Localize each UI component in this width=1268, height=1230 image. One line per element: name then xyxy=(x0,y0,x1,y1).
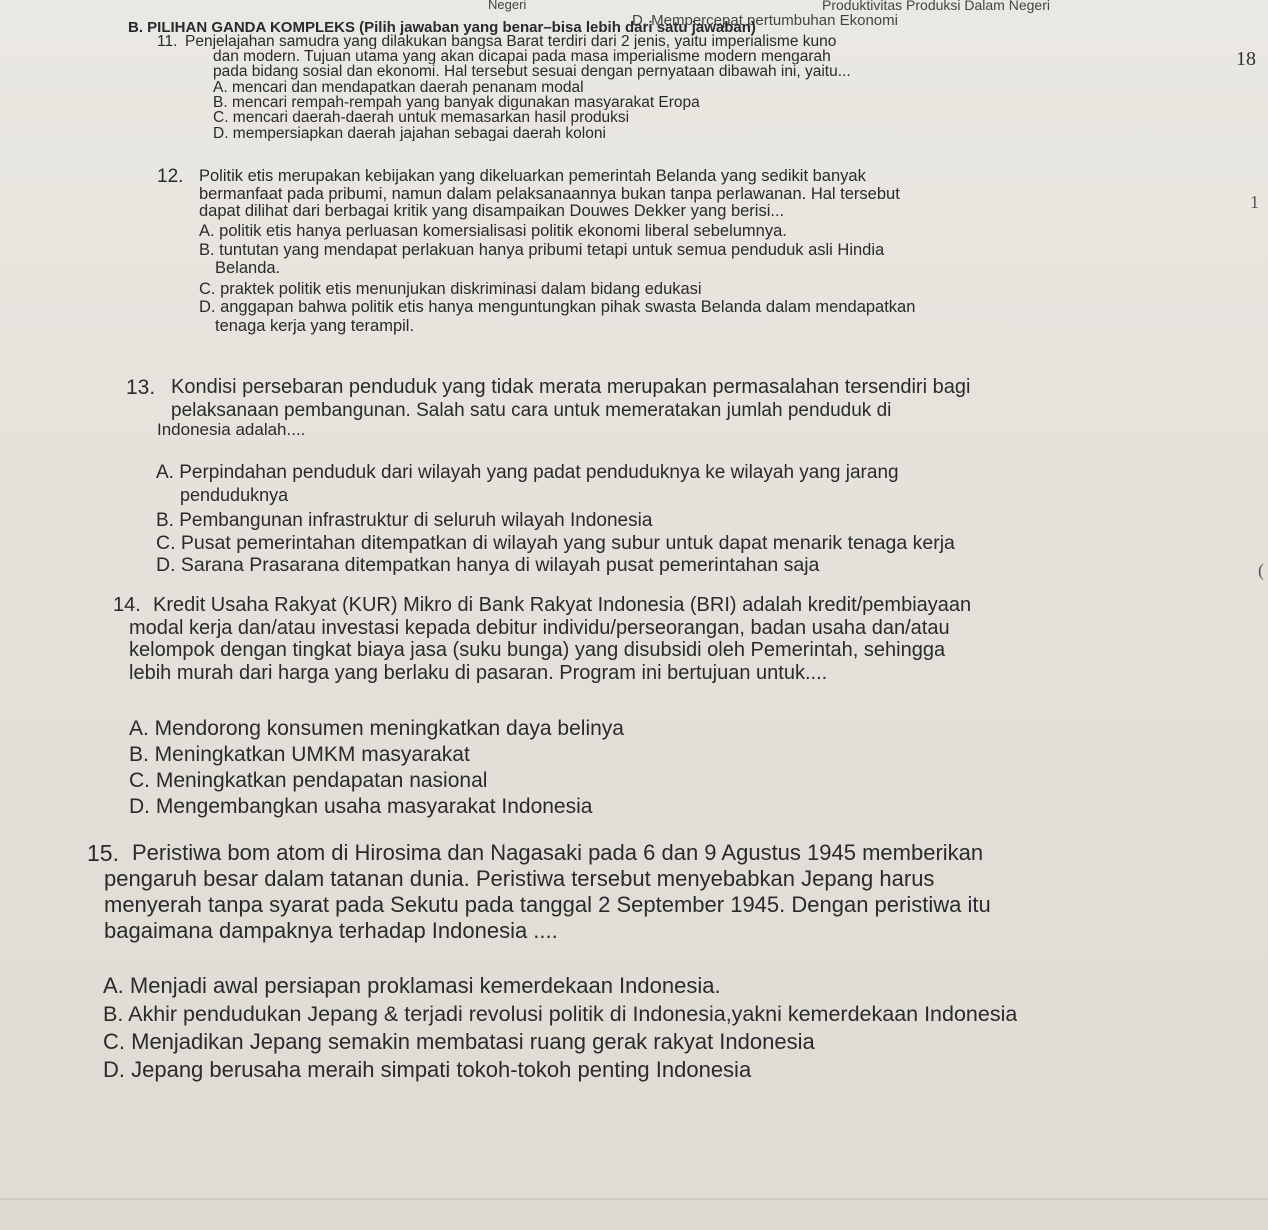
question-stem xyxy=(104,840,1262,944)
options-list xyxy=(103,972,1017,1084)
option-d: D. Jepang berusaha meraih simpati tokoh-tokoh penting Indonesia xyxy=(103,1057,752,1082)
stem-line: Kondisi persebaran penduduk yang tidak merata merupakan permasalahan tersendiri bagi xyxy=(171,378,971,398)
stem-line: Peristiwa bom atom di Hirosima dan Nagasaki pada 6 dan 9 Agustus 1945 memberikan xyxy=(132,840,984,865)
option-c: C. praktek politik etis menunjukan diskriminasi dalam bidang edukasi xyxy=(199,279,702,298)
page-edge xyxy=(0,1198,1268,1200)
stem-line: Politik etis merupakan kebijakan yang dikeluarkan pemerintah Belanda yang sedikit banyak xyxy=(199,168,866,185)
option-b-continued: Belanda. xyxy=(215,259,281,277)
option-b: B. tuntutan yang mendapat perlakuan hanya pribumi tetapi untuk semua penduduk asli Hindia xyxy=(199,240,885,259)
stem-line: bermanfaat pada pribumi, namun dalam pelaksanaannya bukan tanpa perlawanan. Hal tersebut xyxy=(199,185,900,203)
stem-line: Penjelajahan samudra yang dilakukan bangsa Barat terdiri dari 2 jenis, yaitu imperialisme kuno xyxy=(185,34,837,50)
option-d: D. Mengembangkan usaha masyarakat Indonesia xyxy=(129,795,593,818)
option-c: C. Pusat pemerintahan ditempatkan di wilayah yang subur untuk dapat menarik tenaga kerja xyxy=(156,532,955,554)
question-stem xyxy=(129,594,1263,684)
option-a: A. Perpindahan penduduk dari wilayah yang padat penduduknya ke wilayah yang jarang xyxy=(156,462,899,483)
option-d: D. Sarana Prasarana ditempatkan hanya di wilayah pusat pemerintahan saja xyxy=(156,554,820,576)
stem-line: Kredit Usaha Rakyat (KUR) Mikro di Bank Rakyat Indonesia (BRI) adalah kredit/pembiayaan xyxy=(153,594,972,616)
page-number: 18 xyxy=(1236,48,1256,70)
stem-line: menyerah tanpa syarat pada Sekutu pada tanggal 2 September 1945. Dengan peristiwa itu xyxy=(104,892,991,917)
options-list xyxy=(213,80,700,141)
option-a: A. mencari dan mendapatkan daerah penanam modal xyxy=(213,80,584,96)
question-number: 12. xyxy=(157,166,184,187)
options-list xyxy=(129,716,624,820)
stem-line: pengaruh besar dalam tatanan dunia. Peristiwa tersebut menyebabkan Jepang harus xyxy=(104,866,935,891)
stem-line: lebih murah dari harga yang berlaku di pasaran. Program ini bertujuan untuk.... xyxy=(129,661,828,684)
stem-line: dapat dilihat dari berbagai kritik yang disampaikan Douwes Dekker yang berisi... xyxy=(199,203,785,220)
header-fragment-option-d: D. Mempercepat pertumbuhan Ekonomi xyxy=(632,12,898,29)
options-list xyxy=(199,222,1259,335)
question-number: 14. xyxy=(113,594,141,616)
option-a: A. Mendorong konsumen meningkatkan daya belinya xyxy=(129,717,624,740)
question-number: 13. xyxy=(126,376,156,399)
header-fragment-left: Negeri xyxy=(488,0,527,12)
stem-line: Indonesia adalah.... xyxy=(157,420,306,439)
option-b: B. Pembangunan infrastruktur di seluruh wilayah Indonesia xyxy=(156,510,653,531)
question-stem xyxy=(185,34,1260,80)
question-number: 11. xyxy=(157,33,178,50)
option-d: D. anggapan bahwa politik etis hanya menguntungkan pihak swasta Belanda dalam mendapatkan xyxy=(199,298,916,316)
question-stem xyxy=(199,168,1259,221)
option-d: D. mempersiapkan daerah jajahan sebagai daerah koloni xyxy=(213,125,606,141)
option-b: B. Meningkatkan UMKM masyarakat xyxy=(129,743,470,766)
stem-line: dan modern. Tujuan utama yang akan dicapai pada masa imperialisme modern mengarah xyxy=(213,49,831,65)
options-list xyxy=(156,462,1256,576)
section-title: B. PILIHAN GANDA KOMPLEKS (Pilih jawaban yang benar–bisa lebih dari satu jawaban) xyxy=(128,19,756,36)
option-a-continued: penduduknya xyxy=(180,485,289,505)
option-a: A. Menjadi awal persiapan proklamasi kemerdekaan Indonesia. xyxy=(103,973,721,998)
margin-mark-1: 1 xyxy=(1250,192,1259,212)
stem-line: bagaimana dampaknya terhadap Indonesia .... xyxy=(104,918,558,943)
option-c: C. mencari daerah-daerah untuk memasarkan hasil produksi xyxy=(213,110,630,126)
option-c: C. Menjadikan Jepang semakin membatasi ruang gerak rakyat Indonesia xyxy=(103,1029,815,1054)
question-stem xyxy=(157,378,1261,440)
question-number: 15. xyxy=(87,840,119,866)
option-b: B. mencari rempah-rempah yang banyak digunakan masyarakat Eropa xyxy=(213,95,700,111)
stem-line: modal kerja dan/atau investasi kepada debitur individu/perseorangan, badan usaha dan/atau xyxy=(129,616,950,639)
stem-line: kelompok dengan tingkat biaya jasa (suku bunga) yang disubsidi oleh Pemerintah, sehingga xyxy=(129,639,946,661)
stem-line: pelaksanaan pembangunan. Salah satu cara untuk memeratakan jumlah penduduk di xyxy=(171,399,892,420)
option-a: A. politik etis hanya perluasan komersialisasi politik ekonomi liberal sebelumnya. xyxy=(199,222,787,240)
option-d-continued: tenaga kerja yang terampil. xyxy=(215,316,415,335)
stem-line: pada bidang sosial dan ekonomi. Hal tersebut sesuai dengan pernyataan dibawah ini, yaitu... xyxy=(213,64,851,80)
margin-mark-2: ( xyxy=(1258,560,1264,580)
header-fragment-right: Produktivitas Produksi Dalam Negeri xyxy=(822,0,1050,13)
option-b: B. Akhir pendudukan Jepang & terjadi revolusi politik di Indonesia,yakni kemerdekaan Indonesia xyxy=(103,1002,1018,1026)
option-c: C. Meningkatkan pendapatan nasional xyxy=(129,769,488,792)
